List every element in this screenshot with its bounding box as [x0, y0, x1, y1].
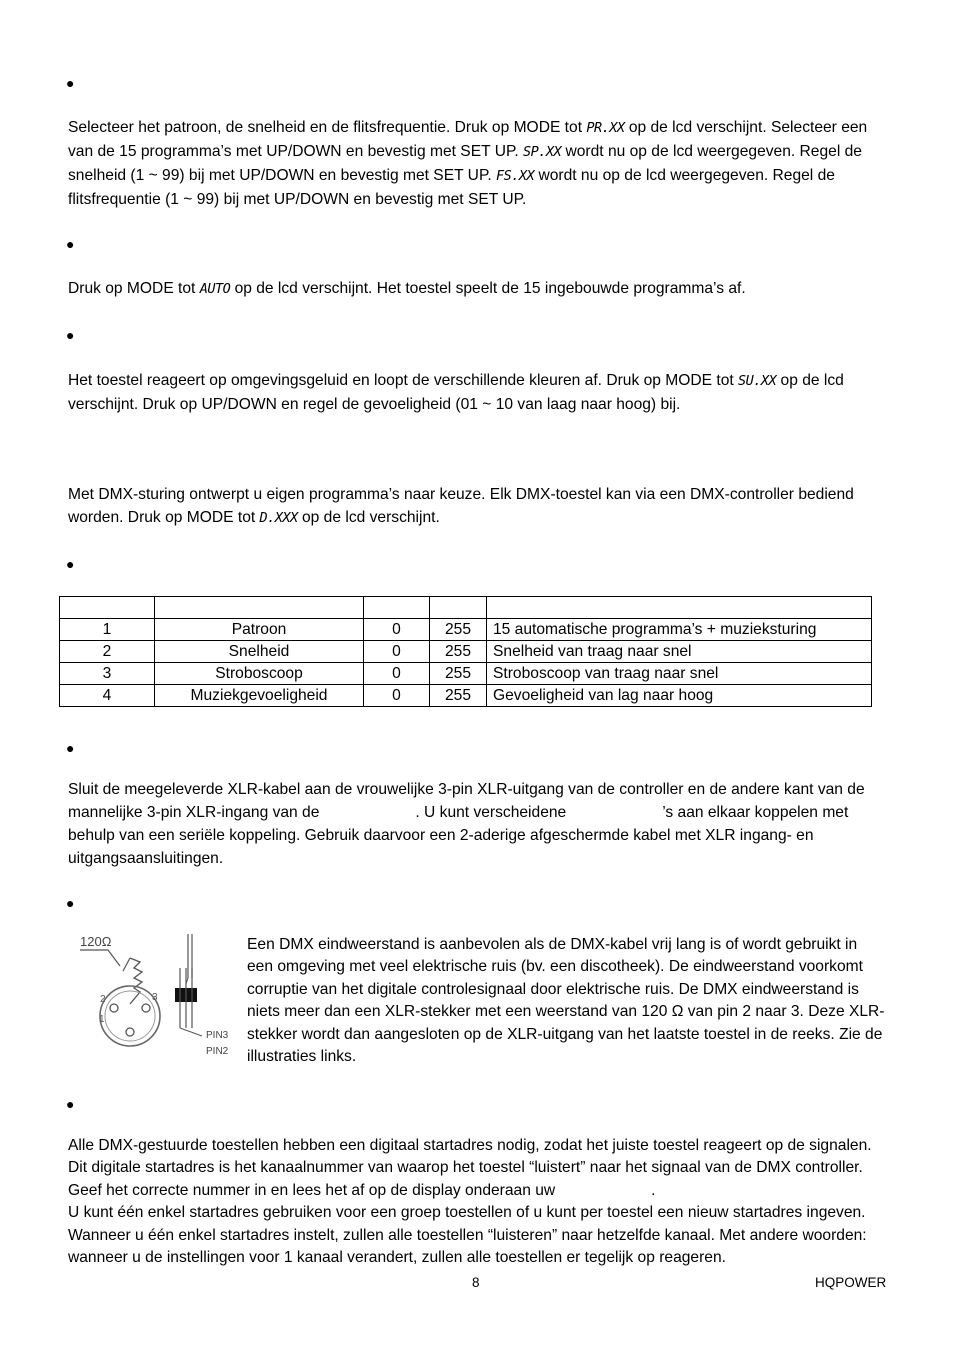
table-header-row — [60, 597, 872, 619]
paragraph-dmx-mode — [68, 483, 888, 530]
dmx-terminator-illustration — [68, 928, 240, 1060]
description-cell: Stroboscoop van traag naar snel — [487, 663, 872, 685]
text: Sluit de meegeleverde XLR-kabel aan de vrouwelijke 3-pin XLR-uitgang van de controller en de andere kant van de mannelijke 3-pin XLR-ingang van de — [68, 781, 865, 821]
bullet-marker: ● — [66, 1096, 75, 1112]
max-cell: 255 — [430, 641, 487, 663]
max-cell: 255 — [430, 685, 487, 707]
header-cell — [364, 597, 430, 619]
text: Het toestel reageert op omgevingsgeluid en loopt de verschillende kleuren af. Druk op MODE tot — [68, 372, 739, 389]
paragraph-auto-mode — [68, 277, 888, 301]
channel-cell: 1 — [60, 619, 155, 641]
max-cell: 255 — [430, 619, 487, 641]
xlr-connector-icon — [100, 986, 160, 1046]
text: Een DMX eindweerstand is aanbevolen als de DMX-kabel vrij lang is of wordt gebruikt in een omgeving met veel elektrische ruis (bv. een discotheek). De eindweerstand voorkomt corruptie van het digitale controlesignaal door elektrische ruis. De DMX eindweerstand is niets meer dan een XLR-stekker met een weerstand van 120 Ω van pin 2 naar 3. Deze XLR-stekker wordt dan aangesloten op de XLR-uitgang van het laatste toestel in de reeks. Zie de illustraties links. — [247, 936, 885, 1066]
page-number: 8 — [472, 1275, 480, 1290]
function-cell: Muziekgevoeligheid — [155, 685, 364, 707]
text: Selecteer het patroon, de snelheid en de flitsfrequentie. Druk op MODE tot — [68, 119, 587, 136]
paragraph-dmx-connection — [68, 778, 888, 870]
brand-label: HQPOWER — [815, 1275, 887, 1290]
description-cell: Gevoeligheid van lag naar hoog — [487, 685, 872, 707]
pin-label: PIN3 — [206, 1030, 229, 1041]
text: wordt nu op de lcd weergegeven. Regel de snelheid (1 ~ 99) bij met UP/DOWN en bevestig met SET UP. — [68, 143, 862, 184]
lcd-code: PR.XX — [586, 120, 625, 136]
channel-cell: 2 — [60, 641, 155, 663]
lcd-code: AUTO — [199, 281, 231, 297]
bullet-marker: ● — [66, 327, 75, 343]
lcd-code: SU.XX — [738, 373, 777, 389]
text: op de lcd verschijnt. Selecteer een van de 15 programma’s met UP/DOWN en bevestig met SET UP. — [68, 119, 868, 160]
lcd-code: FS.XX — [496, 168, 535, 184]
pin-icon — [142, 1004, 150, 1012]
text: Met DMX-sturing ontwerpt u eigen programma’s naar keuze. Elk DMX-toestel kan via een DMX-controller bediend worden. Druk op MODE tot — [68, 486, 854, 526]
lcd-code: D.XXX — [259, 510, 298, 526]
bullet-marker: ● — [66, 75, 75, 91]
table-row — [60, 685, 872, 707]
header-cell — [430, 597, 487, 619]
pin-label: PIN2 — [206, 1046, 229, 1057]
bullet-marker: ● — [66, 740, 75, 756]
header-cell — [60, 597, 155, 619]
paragraph-dmx-terminator — [247, 934, 887, 1068]
text: Alle DMX-gestuurde toestellen hebben een digitaal startadres nodig, zodat het juiste toestel reageert op de signalen. Dit digitale startadres is het kanaalnummer van waarop het toestel “luistert” naar het signaal van de DMX controller. Geef het correcte nummer in en lees het af op de display onderaan uw — [68, 1137, 872, 1199]
text: Druk op MODE tot — [68, 280, 200, 297]
min-cell: 0 — [364, 641, 430, 663]
pin-number: 1 — [99, 1014, 105, 1025]
text: . U kunt verscheidene — [415, 804, 567, 821]
text: op de lcd verschijnt. Druk op UP/DOWN en regel de gevoeligheid (01 ~ 10 van laag naar hoog) bij. — [68, 372, 844, 413]
dmx-channel-table — [59, 596, 872, 707]
max-cell: 255 — [430, 663, 487, 685]
bullet-marker: ● — [66, 556, 75, 572]
description-cell: Snelheid van traag naar snel — [487, 641, 872, 663]
function-cell: Patroon — [155, 619, 364, 641]
text: wordt nu op de lcd weergegeven. Regel de flitsfrequentie (1 ~ 99) bij met UP/DOWN en bevestig met SET UP. — [68, 167, 835, 208]
bullet-marker: ● — [66, 895, 75, 911]
paragraph-manual-mode — [68, 116, 888, 211]
channel-cell: 3 — [60, 663, 155, 685]
min-cell: 0 — [364, 685, 430, 707]
description-cell: 15 automatische programma’s + muzieksturing — [487, 619, 872, 641]
channel-cell: 4 — [60, 685, 155, 707]
pin-number: 2 — [100, 994, 106, 1005]
min-cell: 0 — [364, 663, 430, 685]
text: op de lcd verschijnt. Het toestel speelt de 15 ingebouwde programma’s af. — [230, 280, 746, 297]
pin-icon — [110, 1004, 118, 1012]
function-cell: Snelheid — [155, 641, 364, 663]
text: op de lcd verschijnt. — [297, 509, 440, 526]
function-cell: Stroboscoop — [155, 663, 364, 685]
header-cell — [155, 597, 364, 619]
resistor-icon — [130, 958, 142, 1004]
resistor-label: 120Ω — [80, 934, 112, 949]
header-cell — [487, 597, 872, 619]
text: ’s aan elkaar koppelen met behulp van een seriële koppeling. Gebruik daarvoor een 2-aderige afgeschermde kabel met XLR ingang- en uitgangsaansluitingen. — [68, 804, 849, 867]
bullet-marker: ● — [66, 236, 75, 252]
text: U kunt één enkel startadres gebruiken voor een groep toestellen of u kunt per toestel een nieuw startadres ingeven. Wanneer u één enkel startadres instelt, zullen alle toestellen “luisteren” naar hetzelfde kanaal. Met andere woorden: wanneer u de instellingen voor 1 kanaal verandert, zullen alle toestellen er tegelijk op reageren. — [68, 1204, 867, 1267]
paragraph-start-address — [68, 1135, 893, 1269]
paragraph-sound-mode — [68, 369, 888, 416]
text: . — [651, 1181, 656, 1199]
pin-icon — [126, 1028, 134, 1036]
lcd-code: SP.XX — [523, 144, 562, 160]
table-row — [60, 641, 872, 663]
table-row — [60, 619, 872, 641]
resistor-lead — [80, 950, 120, 966]
pin-number: 3 — [152, 992, 158, 1003]
table-row — [60, 663, 872, 685]
min-cell: 0 — [364, 619, 430, 641]
